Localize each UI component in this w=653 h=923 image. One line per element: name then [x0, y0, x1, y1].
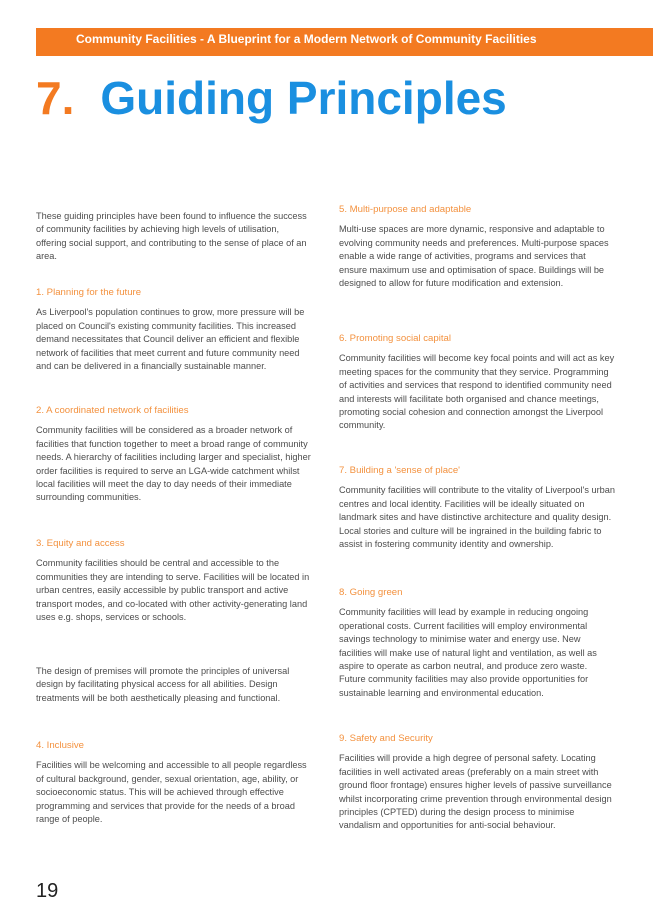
- page-title: [36, 70, 507, 126]
- chapter-title: Guiding Principles: [100, 72, 507, 124]
- banner-title: Community Facilities - A Blueprint for a Modern Network of Community Facilities: [76, 32, 537, 46]
- principle-section: [339, 203, 615, 290]
- page-number: 19: [36, 880, 59, 902]
- principle-section: [339, 332, 615, 433]
- section-paragraph: Community facilities will lead by example in reducing ongoing operational costs. Current facilities will employ environmental savings technology to minimise water and energy use. New facilities will make use of natural light and ventilation, as well as aspire to operate as carbon neutral, and produce zero waste. Future community facilities may also provide opportunities for sustainable learning and environmental education.: [339, 607, 597, 698]
- section-paragraph: Community facilities will be considered as a broader network of facilities that function together to meet a broad range of community needs. A hierarchy of facilities including larger and specialist, higher order facilities is required to serve an LGA-wide catchment whilst local facilities will meet the day to day needs of their immediate surrounding communities.: [36, 425, 311, 503]
- section-title: 3. Equity and access: [36, 538, 125, 549]
- section-paragraph: The design of premises will promote the principles of universal design by facilitating physical access for all abilities. Design treatments will be both aesthetically pleasing and functional.: [36, 666, 290, 703]
- principle-section: [339, 464, 615, 551]
- principle-section: [339, 732, 615, 833]
- intro-paragraph: These guiding principles have been found to influence the success of community facilities by achieving high levels of utilisation, offering social support, and contributing to the sense of place of an area.: [36, 211, 307, 262]
- section-title: 2. A coordinated network of facilities: [36, 405, 189, 416]
- section-title: 7. Building a 'sense of place': [339, 465, 460, 476]
- principle-section: [36, 739, 312, 826]
- section-title: 8. Going green: [339, 587, 403, 598]
- section-paragraph: Community facilities should be central and accessible to the communities they are intending to serve. Facilities will be located in urban centres, easily accessible by public transport and active transport modes, and co-located with other activity-generating land uses e.g. shops, services or schools.: [36, 558, 310, 623]
- section-title: 4. Inclusive: [36, 740, 84, 751]
- principle-section: [36, 286, 312, 373]
- chapter-number: 7.: [36, 72, 75, 124]
- section-title: 6. Promoting social capital: [339, 333, 451, 344]
- principle-section: [36, 404, 312, 505]
- section-paragraph: Facilities will be welcoming and accessible to all people regardless of cultural background, gender, sexual orientation, age, ability, or socioeconomic status. This will be achieved through effective programming and services that provide for the needs of a broad range of people.: [36, 760, 307, 825]
- header-banner: [36, 28, 653, 56]
- section-title: 9. Safety and Security: [339, 733, 433, 744]
- principle-section: [339, 586, 615, 700]
- section-paragraph: Community facilities will contribute to the vitality of Liverpool's urban centres and local identity. Facilities will be ideally situated on landmark sites and have distinctive architecture and quality design. Local stories and culture will be ingrained in the building fabric to assist in fostering community identity and ownership.: [339, 485, 615, 550]
- section-paragraph: Facilities will provide a high degree of personal safety. Locating facilities in well activated areas (preferably on a main street with ground floor frontage) ensures higher levels of passive surveillance whilst incorporating crime prevention through environmental design principles (CPTED) during the design process to minimise vandalism and opportunities for anti-social behaviour.: [339, 753, 612, 831]
- section-paragraph: Multi-use spaces are more dynamic, responsive and adaptable to evolving community needs and preferences. Multi-purpose spaces enable a wide range of activities, programs and services that ensure maximum use and optimisation of space. Buildings will be designed to allow for future modification and extension.: [339, 224, 609, 289]
- section-title: 5. Multi-purpose and adaptable: [339, 204, 472, 215]
- principle-section: [36, 537, 312, 624]
- section-paragraph: Community facilities will become key focal points and will act as key meeting spaces for the community that they service. Programming of activities and services that respond to identified community need and interests will facilitate both organised and chance meetings, promoting social cohesion and connection amongst the Liverpool community.: [339, 353, 615, 431]
- section-paragraph: As Liverpool's population continues to grow, more pressure will be placed on Council's existing community facilities. This increased demand necessitates that Council deliver an efficient and flexible network of facilities that meet current and future community need and can be delivered in a financially sustainable manner.: [36, 307, 305, 372]
- section-title: 1. Planning for the future: [36, 287, 142, 298]
